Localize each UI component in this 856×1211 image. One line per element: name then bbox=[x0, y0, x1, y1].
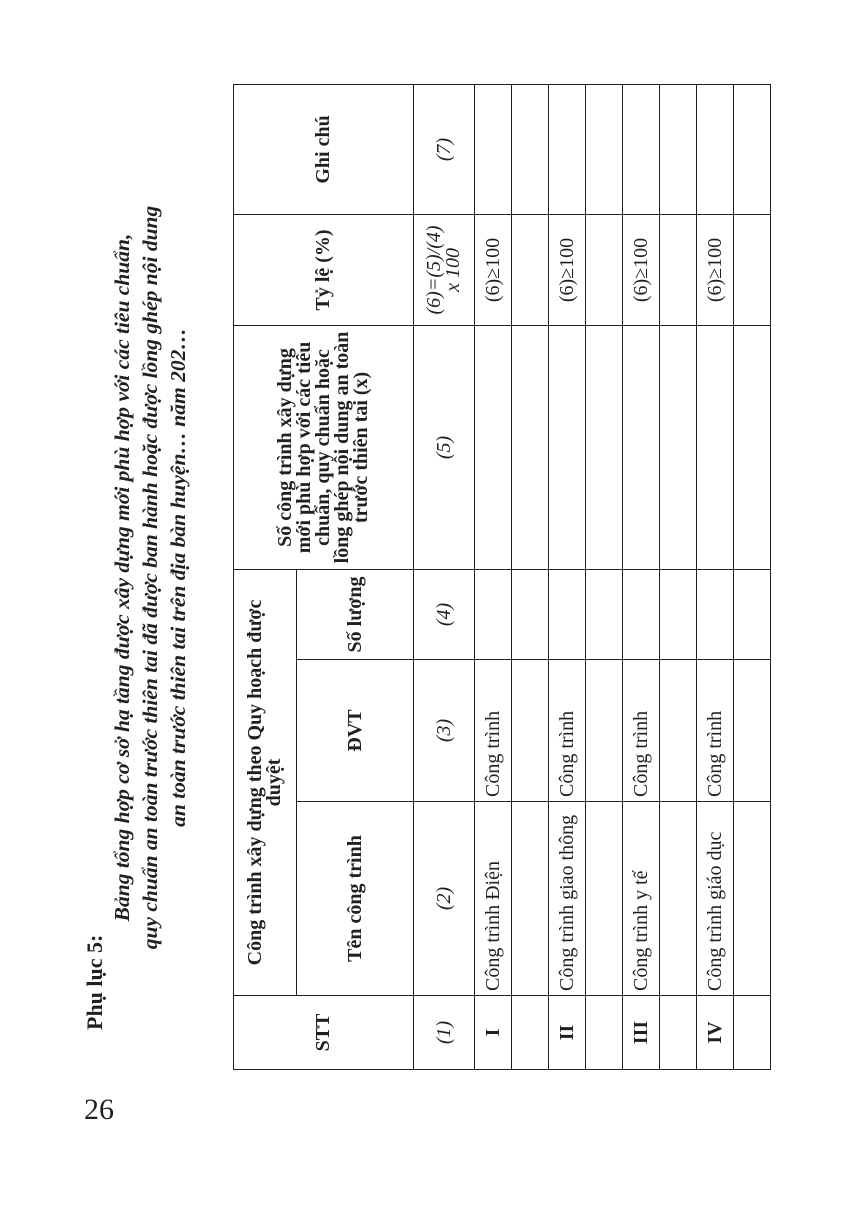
compliant-cell bbox=[697, 325, 734, 569]
name-cell: Công trình giao thông bbox=[549, 802, 586, 996]
heading-line-1: Bảng tổng hợp cơ sở hạ tầng được xây dựng mới phù hợp với các tiêu chuẩn, bbox=[110, 233, 134, 922]
quantity-cell bbox=[549, 569, 586, 659]
compliant-cell bbox=[549, 325, 586, 569]
name-cell: Công trình Điện bbox=[475, 802, 512, 996]
num-col-4: (4) bbox=[414, 569, 475, 659]
table-row bbox=[586, 84, 623, 1069]
header-ratio: Tỷ lệ (%) bbox=[234, 214, 414, 325]
header-quantity: Số lượng bbox=[297, 569, 414, 659]
name-cell: Công trình y tế bbox=[623, 802, 660, 996]
num-col-3: (3) bbox=[414, 660, 475, 802]
appendix-title-text: Phụ lục 5: bbox=[82, 934, 107, 1030]
table-heading bbox=[108, 85, 192, 1070]
num-col-5: (5) bbox=[414, 325, 475, 569]
header-stt: STT bbox=[234, 996, 414, 1070]
note-cell bbox=[623, 84, 660, 214]
table-row bbox=[697, 84, 734, 1069]
header-row-1 bbox=[234, 84, 297, 1069]
table-row bbox=[660, 84, 697, 1069]
compliant-cell bbox=[623, 325, 660, 569]
heading-line-3: an toàn trước thiên tai trên địa bàn huyện… năm 202… bbox=[166, 328, 190, 827]
note-cell bbox=[549, 84, 586, 214]
name-cell: Công trình giáo dục bbox=[697, 802, 734, 996]
rotated-content bbox=[80, 85, 772, 1070]
quantity-cell bbox=[623, 569, 660, 659]
table-row bbox=[734, 84, 771, 1069]
header-note: Ghi chú bbox=[234, 84, 414, 214]
quantity-cell bbox=[697, 569, 734, 659]
table-row bbox=[512, 84, 549, 1069]
stt-cell: I bbox=[475, 996, 512, 1070]
num-col-1: (1) bbox=[414, 996, 475, 1070]
table-row bbox=[549, 84, 586, 1069]
note-cell bbox=[697, 84, 734, 214]
table-row bbox=[475, 84, 512, 1069]
header-compliant: Số công trình xây dựng mới phù hợp với các tiêu chuẩn, quy chuẩn hoặc lồng ghép nội dung an toàn trước thiên tai (x) bbox=[234, 325, 414, 569]
stt-cell: IV bbox=[697, 996, 734, 1070]
page-number: 26 bbox=[84, 1093, 114, 1126]
unit-cell: Công trình bbox=[549, 660, 586, 802]
num-col-7: (7) bbox=[414, 84, 475, 214]
ratio-cell: (6)≥100 bbox=[623, 214, 660, 325]
table-row bbox=[623, 84, 660, 1069]
note-cell bbox=[475, 84, 512, 214]
numbering-row bbox=[414, 84, 475, 1069]
compliant-cell bbox=[475, 325, 512, 569]
stt-cell: II bbox=[549, 996, 586, 1070]
num-col-6: (6)=(5)/(4) x 100 bbox=[414, 214, 475, 325]
stt-cell: III bbox=[623, 996, 660, 1070]
unit-cell: Công trình bbox=[623, 660, 660, 802]
heading-line-2: quy chuẩn an toàn trước thiên tai đã được ban hành hoặc được lồng ghép nội dung bbox=[138, 205, 162, 950]
ratio-cell: (6)≥100 bbox=[475, 214, 512, 325]
unit-cell: Công trình bbox=[475, 660, 512, 802]
summary-table bbox=[233, 84, 771, 1070]
header-unit: ĐVT bbox=[297, 660, 414, 802]
header-name: Tên công trình bbox=[297, 802, 414, 996]
num-col-2: (2) bbox=[414, 802, 475, 996]
ratio-cell: (6)≥100 bbox=[549, 214, 586, 325]
quantity-cell bbox=[475, 569, 512, 659]
unit-cell: Công trình bbox=[697, 660, 734, 802]
ratio-cell: (6)≥100 bbox=[697, 214, 734, 325]
appendix-title bbox=[82, 85, 108, 1070]
header-planned-group: Công trình xây dựng theo Quy hoạch được duyệt bbox=[234, 569, 297, 995]
